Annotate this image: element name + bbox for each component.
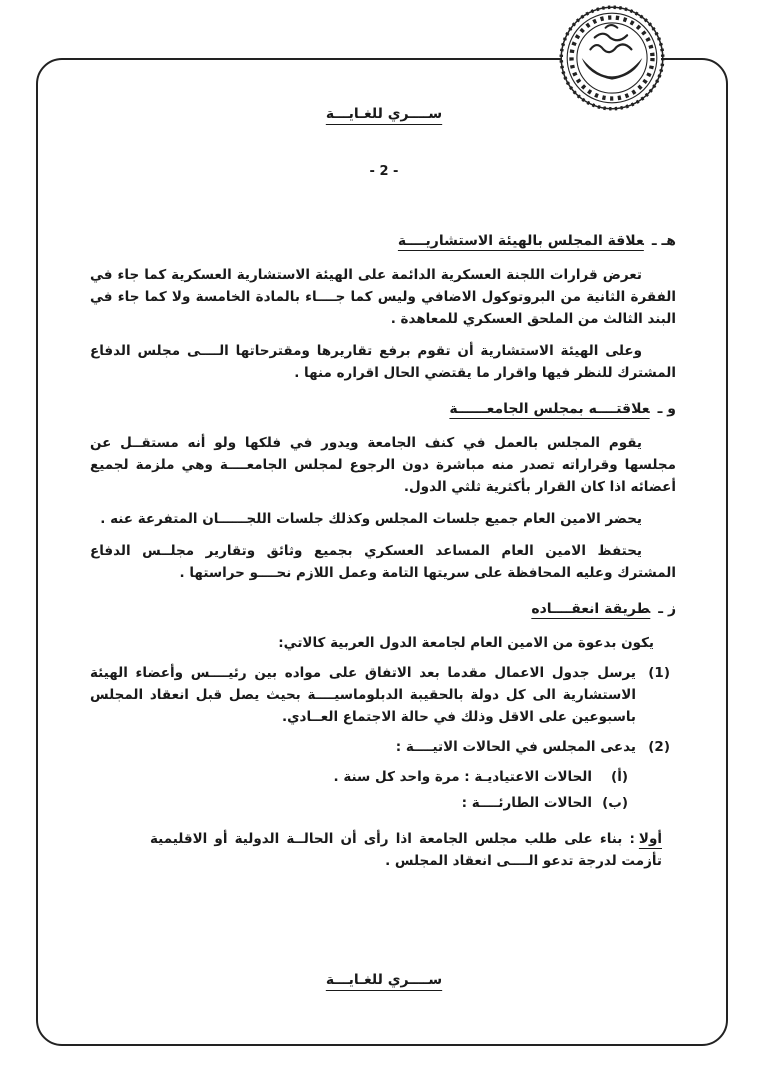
item-number: (2) (648, 739, 670, 755)
section-marker: و ـ (657, 401, 676, 417)
paragraph: وعلى الهيئة الاستشارية أن تقوم برفع تقاريرها ومقترحاتها الــــى مجلس الدفاع المشترك للنظر فيها واقرار ما يقتضي الحال اقراره منها . (90, 343, 676, 381)
paragraph: يحضر الامين العام جميع جلسات المجلس وكذلك جلسات اللجــــــان المتفرعة عنه . (100, 511, 642, 527)
document-body (90, 216, 676, 872)
section-title: علاقة المجلس بالهيئة الاستشاريــــة (397, 233, 644, 249)
section-title: علاقتــــه بمجلس الجامعــــــة (449, 401, 650, 417)
page-number: - 2 - (369, 164, 399, 179)
item-number: (1) (648, 665, 670, 681)
paragraph: تعرض قرارات اللجنة العسكرية الدائمة على الهيئة الاستشارية العسكرية كما جاء في الفقرة الثانية من البروتوكول الاضافي وليس كما جــــاء بالمادة الخامسة ولا كما جاء في البند الثالث من الملحق العسكري للمعاهدة . (90, 267, 676, 327)
paragraph: يقوم المجلس بالعمل في كنف الجامعة ويدور في فلكها ولو أنه مستقــل عن مجلسها وقراراته تصدر منه مباشرة دون الرجوع لمجلس الجامعــــة وهي ملزمة لجميع أعضائه اذا كان القرار بأكثرية ثلثي الدول. (90, 435, 676, 495)
sub-item-b (90, 792, 628, 814)
firstly-clause (150, 828, 662, 872)
section-intro: يكون بدعوة من الامين العام لجامعة الدول العربية كالاتي: (278, 635, 654, 651)
arab-league-emblem (558, 4, 666, 112)
numbered-item-2 (90, 736, 670, 758)
section-marker: ز ـ (658, 601, 676, 617)
sub-item-letter: (ب) (602, 795, 628, 811)
firstly-label: أولا (638, 831, 662, 847)
firstly-text: : بناء على طلب مجلس الجامعة اذا رأى أن الحالــة الدولية أو الاقليمية تأزمت لدرجة تدعو الــــى انعقاد المجلس . (150, 831, 662, 869)
sub-item-a (90, 766, 628, 788)
sub-item-letter: (أ) (611, 769, 628, 785)
sub-item-text: الحالات الاعتياديـة : مرة واحد كل سنة . (333, 769, 592, 785)
paragraph: يحتفظ الامين العام المساعد العسكري بجميع وثائق وتقارير مجلــس الدفاع المشترك وعليه المحافظة على سريتها التامة وعمل اللازم نحــــو حراستها . (90, 543, 676, 581)
sub-item-text: الحالات الطارئــــة : (461, 795, 592, 811)
section-heading-convening-method (90, 598, 676, 620)
classification-marking-top: ســــري للغـايـــة (325, 106, 443, 122)
section-heading-league-council (90, 398, 676, 420)
section-title: طريقة انعقــــاده (531, 601, 651, 617)
section-heading-advisory-body (90, 230, 676, 252)
item-text: يدعى المجلس في الحالات الاتيــــة : (395, 739, 636, 755)
numbered-item-1 (90, 662, 670, 728)
item-text: يرسل جدول الاعمال مقدما بعد الاتفاق على مواده بين رئيــــس وأعضاء الهيئة الاستشارية الى كل دولة بالحقيبة الدبلوماسيــــة بحيث يصل قبل انعقاد المجلس باسبوعين على الاقل وذلك في حالة الاجتماع العــادي. (90, 665, 636, 725)
section-marker: هـ ـ (651, 233, 676, 249)
classification-marking-bottom: ســــري للغـايـــة (325, 972, 443, 988)
arab-league-emblem-graphic (558, 4, 666, 112)
